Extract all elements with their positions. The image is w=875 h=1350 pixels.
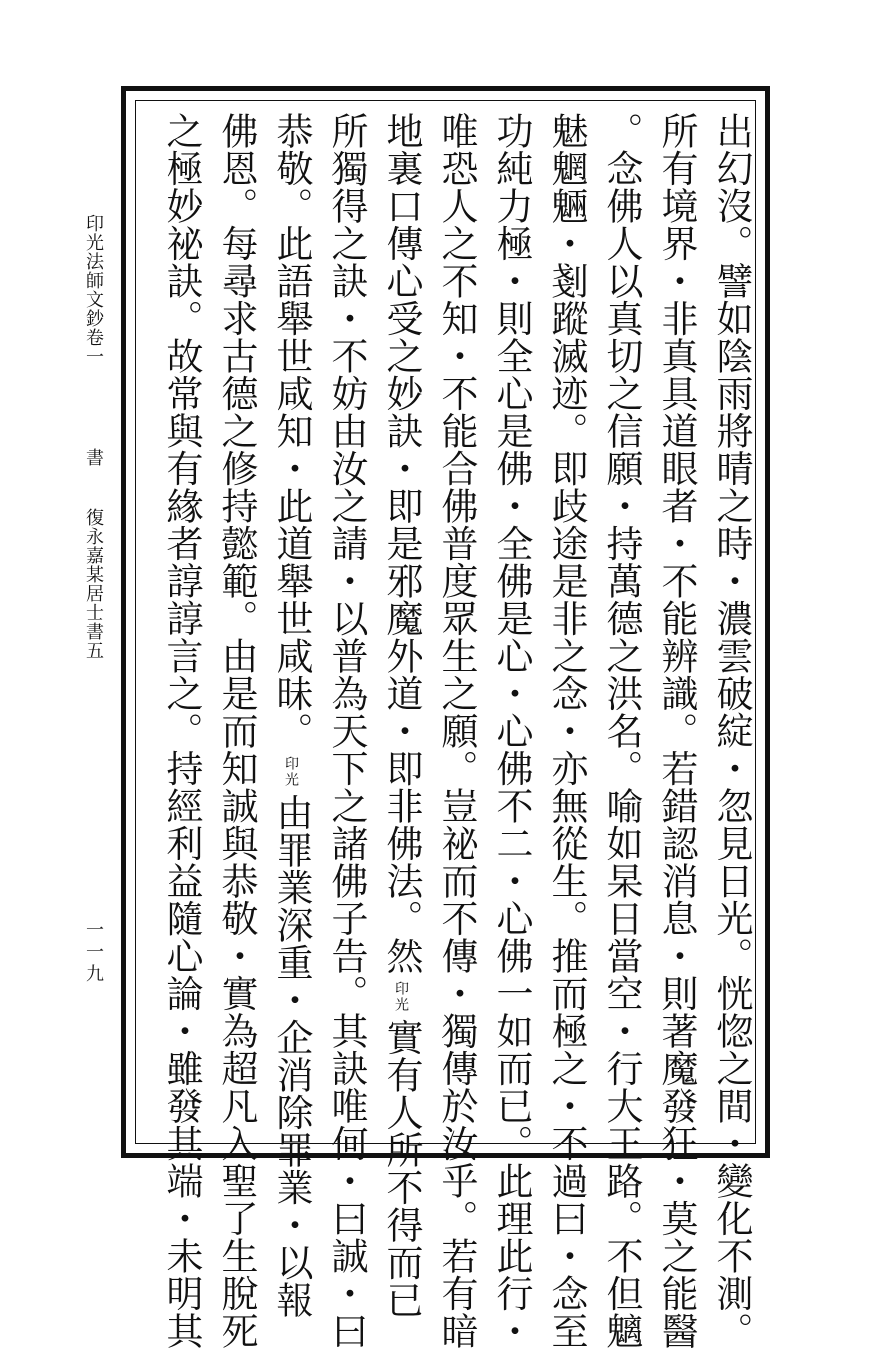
author-name-small: 印光 (283, 755, 299, 788)
text-column-9-a: 恭敬。此語舉世咸知・此道舉世咸昧。 (270, 112, 313, 750)
text-column-7-a: 地裏口傳心受之妙訣・即是邪魔外道・即非佛法。然 (380, 112, 423, 975)
text-column-7-b: 實有人所不得而已 (380, 1018, 423, 1319)
text-column-10: 佛恩。每尋求古德之修持懿範。由是而知誠與恭敬・實為超凡入聖了生脫死 (215, 112, 258, 1350)
section-label: 書 (83, 448, 104, 467)
text-column-4: 魅魍魎・剗蹤滅迹。即歧途是非之念・亦無從生。推而極之・不過曰・念至 (545, 112, 588, 1350)
book-title: 印光法師文鈔卷一 (83, 214, 104, 366)
page-number: 一一九 (83, 920, 104, 986)
text-column-2: 所有境界・非真具道眼者・不能辨識。若錯認消息・則著魔發狂・莫之能醫 (655, 112, 698, 1350)
author-name-small: 印光 (393, 980, 409, 1013)
text-column-11: 之極妙祕訣。故常與有緣者諄諄言之。持經利益隨心論・雖發其端・未明其 (160, 112, 203, 1350)
text-column-1: 出幻沒。譬如陰雨將晴之時・濃雲破綻・忽見日光。恍惚之間・變化不測。 (710, 112, 753, 1350)
text-column-3: 。念佛人以真切之信願・持萬德之洪名。喻如杲日當空・行大王路。不但魑 (600, 112, 643, 1350)
text-column-7 (376, 112, 426, 1319)
text-column-5: 功純力極・則全心是佛・全佛是心・心佛不二・心佛一如而已。此理此行・ (490, 112, 533, 1350)
text-column-9-b: 由罪業深重・企消除罪業・以報 (270, 793, 313, 1319)
text-column-6: 唯恐人之不知・不能合佛普度眾生之願。豈祕而不傳・獨傳於汝乎。若有暗 (435, 112, 478, 1350)
text-column-8: 所獨得之訣・不妨由汝之請・以普為天下之諸佛子告。其訣唯何・曰誠・曰 (325, 112, 368, 1350)
letter-title: 復永嘉某居士書五 (83, 508, 104, 660)
text-column-9 (266, 112, 316, 1319)
